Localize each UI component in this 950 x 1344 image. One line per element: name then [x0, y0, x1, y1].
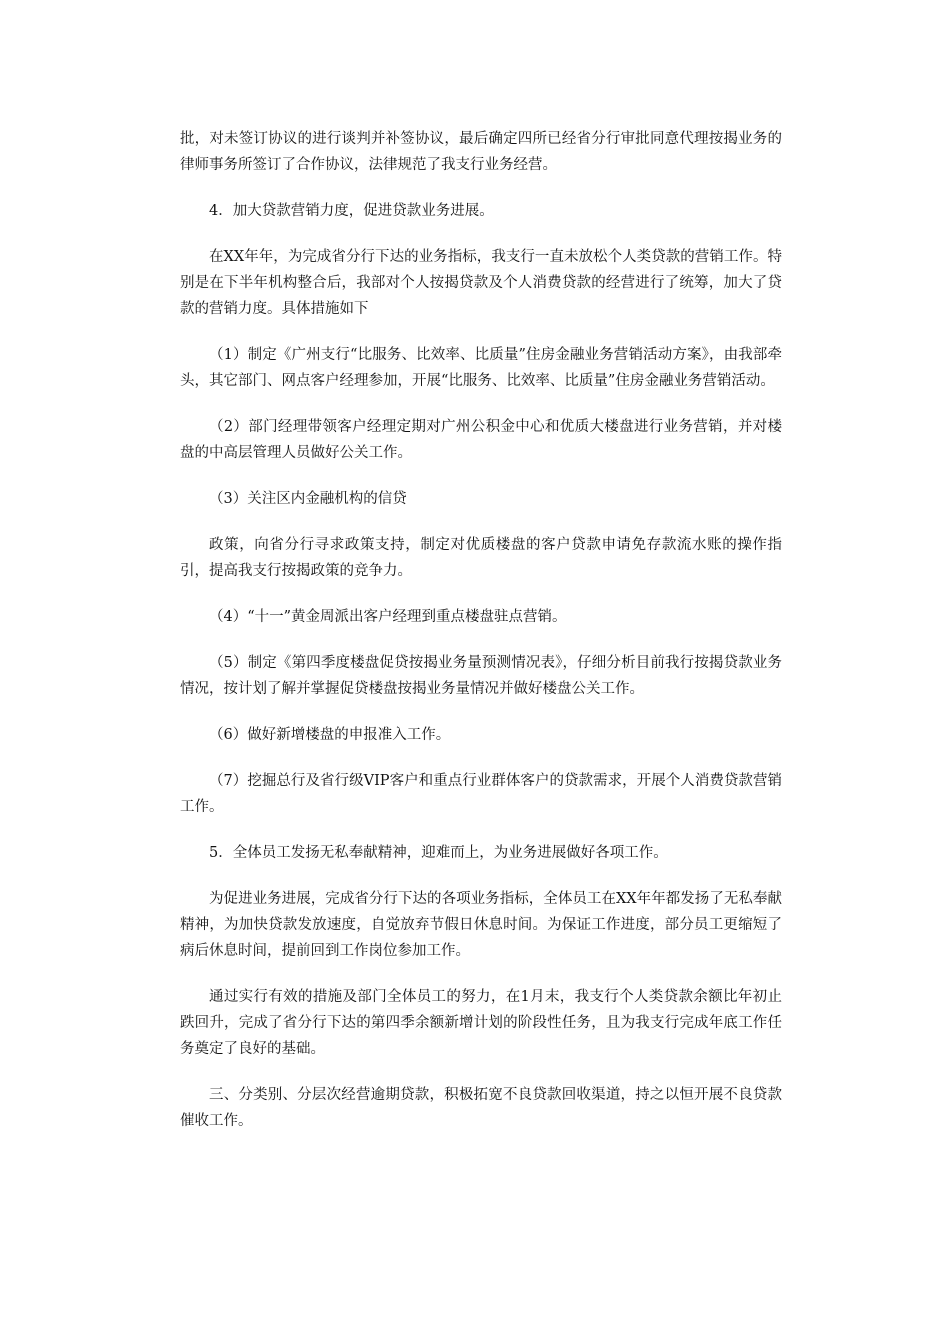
paragraph-policy: 政策，向省分行寻求政策支持，制定对优质楼盘的客户贷款申请免存款流水账的操作指引，提高我支行按揭政策的竞争力。 — [180, 537, 782, 579]
list-item-2: （2）部门经理带领客户经理定期对广州公积金中心和优质大楼盘进行业务营销，并对楼盘的中高层管理人员做好公关工作。 — [180, 419, 782, 461]
paragraph-loan-marketing: 在XX年年，为完成省分行下达的业务指标，我支行一直未放松个人类贷款的营销工作。特别是在下半年机构整合后，我部对个人按揭贷款及个人消费贷款的经营进行了统筹，加大了贷款的营销力度。具体措施如下 — [180, 249, 782, 317]
heading-item-4: 4．加大贷款营销力度，促进贷款业务进展。 — [209, 203, 494, 219]
heading-section-3: 三、分类别、分层次经营逾期贷款，积极拓宽不良贷款回收渠道，持之以恒开展不良贷款催收工作。 — [180, 1087, 782, 1129]
paragraph-results: 通过实行有效的措施及部门全体员工的努力，在1月末，我支行个人类贷款余额比年初止跌回升，完成了省分行下达的第四季余额新增计划的阶段性任务，且为我支行完成年底工作任务奠定了良好的基础。 — [180, 989, 782, 1057]
list-item-7: （7）挖掘总行及省行级VIP客户和重点行业群体客户的贷款需求，开展个人消费贷款营销工作。 — [180, 773, 782, 815]
list-item-3: （3）关注区内金融机构的信贷 — [209, 491, 407, 507]
document-body — [180, 126, 782, 1154]
list-item-1: （1）制定《广州支行“比服务、比效率、比质量”住房金融业务营销活动方案》，由我部牵头，其它部门、网点客户经理参加，开展“比服务、比效率、比质量”住房金融业务营销活动。 — [180, 347, 782, 389]
paragraph-continued-agreement: 批，对未签订协议的进行谈判并补签协议，最后确定四所已经省分行审批同意代理按揭业务的律师事务所签订了合作协议，法律规范了我支行业务经营。 — [180, 131, 782, 173]
heading-item-5: 5．全体员工发扬无私奉献精神，迎难而上，为业务进展做好各项工作。 — [209, 845, 668, 861]
list-item-4: （4）“十一”黄金周派出客户经理到重点楼盘驻点营销。 — [209, 609, 567, 625]
list-item-6: （6）做好新增楼盘的申报准入工作。 — [209, 727, 451, 743]
paragraph-staff-dedication: 为促进业务进展，完成省分行下达的各项业务指标，全体员工在XX年年都发扬了无私奉献精神，为加快贷款发放速度，自觉放弃节假日休息时间。为保证工作进度，部分员工更缩短了病后休息时间，提前回到工作岗位参加工作。 — [180, 891, 782, 959]
list-item-5: （5）制定《第四季度楼盘促贷按揭业务量预测情况表》，仔细分析目前我行按揭贷款业务情况，按计划了解并掌握促贷楼盘按揭业务量情况并做好楼盘公关工作。 — [180, 655, 782, 697]
